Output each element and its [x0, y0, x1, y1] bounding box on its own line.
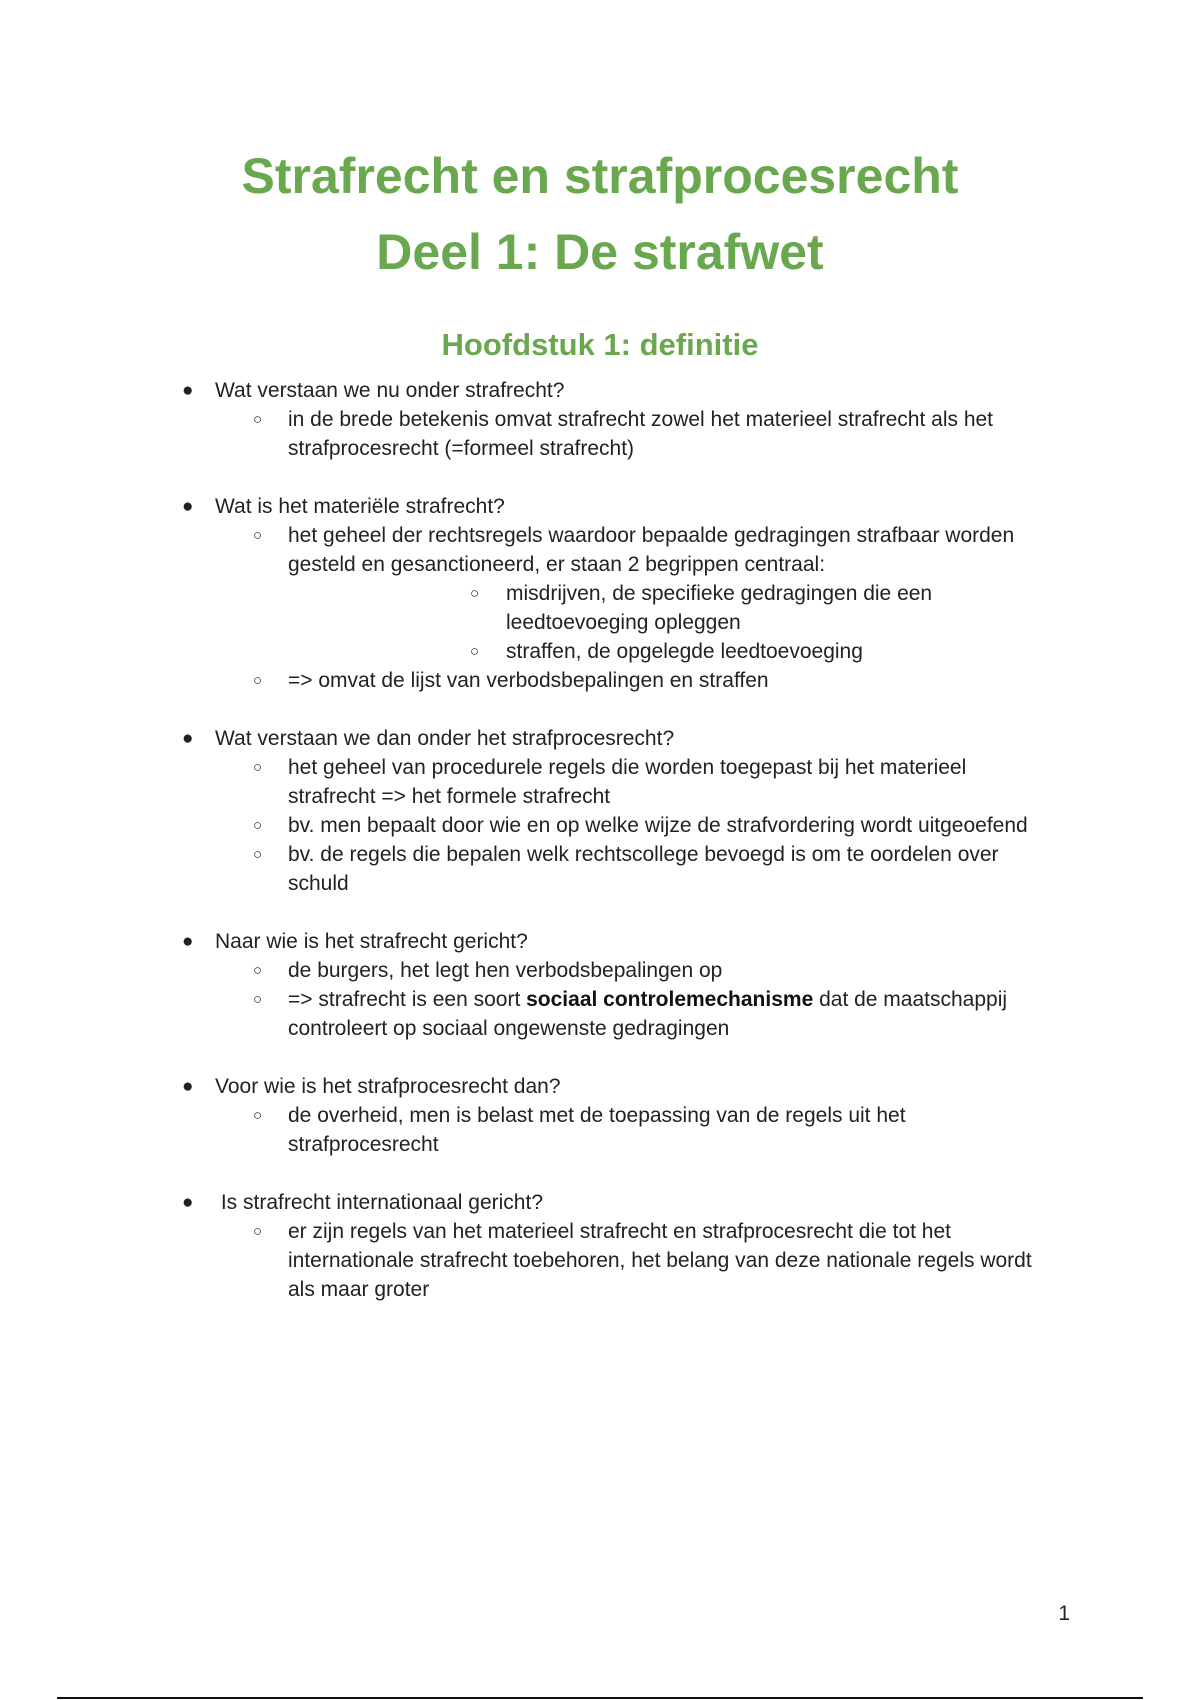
- answer-text: er zijn regels van het materieel strafrecht en strafprocesrecht die tot het internationale strafrecht toebehoren, het belang van deze nationale regels wordt als maar groter: [288, 1220, 1032, 1301]
- nested-answer-item: [0, 637, 986, 666]
- section-strafprocesrecht: [0, 724, 1200, 898]
- answer-text: het geheel der rechtsregels waardoor bepaalde gedragingen strafbaar worden gesteld en gesanctioneerd, er staan 2 begrippen centraal:: [288, 524, 1015, 576]
- bullet-icon: ●: [182, 931, 194, 952]
- answer-item: [0, 985, 1058, 1043]
- answer-text: bv. men bepaalt door wie en op welke wijze de strafvordering wordt uitgeoefend: [288, 814, 1028, 837]
- bold-term: sociaal controlemechanisme: [526, 988, 814, 1011]
- question-text: Voor wie is het strafprocesrecht dan?: [215, 1075, 561, 1098]
- circle-bullet-icon: ○: [253, 527, 263, 544]
- answer-text: de burgers, het legt hen verbodsbepalingen op: [288, 959, 723, 982]
- document-body: [0, 376, 1200, 1333]
- answer-item: [0, 1101, 1058, 1159]
- bullet-icon: ●: [182, 496, 194, 517]
- circle-bullet-icon: ○: [253, 672, 263, 689]
- answer-text: het geheel van procedurele regels die worden toegepast bij het materieel strafrecht => het formele strafrecht: [288, 756, 967, 808]
- answer-text: bv. de regels die bepalen welk rechtscollege bevoegd is om te oordelen over schuld: [288, 843, 999, 895]
- question-text: Naar wie is het strafrecht gericht?: [215, 930, 528, 953]
- answer-text: de overheid, men is belast met de toepassing van de regels uit het strafprocesrecht: [288, 1104, 906, 1156]
- question-text: Wat verstaan we dan onder het strafprocesrecht?: [215, 727, 675, 750]
- bullet-icon: ●: [182, 380, 194, 401]
- question-item: [0, 492, 1095, 521]
- document-title: Strafrecht en strafprocesrecht: [241, 148, 959, 204]
- answer-text-before: => strafrecht is een soort: [288, 988, 527, 1011]
- nested-answer-text: misdrijven, de specifieke gedragingen die een leedtoevoeging opleggen: [506, 582, 933, 634]
- circle-bullet-icon: ○: [253, 846, 263, 863]
- answer-item: [0, 753, 1058, 811]
- document-subtitle: Deel 1: De strafwet: [376, 224, 824, 280]
- answer-item: [0, 956, 1058, 985]
- answer-item: [0, 666, 1058, 695]
- circle-bullet-icon: ○: [253, 1223, 263, 1240]
- section-strafrecht-definition: [0, 376, 1200, 463]
- question-item: [0, 1072, 1095, 1101]
- question-item: [0, 724, 1095, 753]
- circle-bullet-icon: ○: [470, 585, 480, 602]
- bullet-icon: ●: [182, 728, 194, 749]
- section-materieel-strafrecht: [0, 492, 1200, 695]
- answer-item: [0, 811, 1058, 840]
- answer-item: [0, 405, 1058, 463]
- page-bottom-border: [57, 1697, 1143, 1699]
- answer-text: => omvat de lijst van verbodsbepalingen en straffen: [288, 669, 769, 692]
- question-text: Is strafrecht internationaal gericht?: [215, 1191, 544, 1214]
- circle-bullet-icon: ○: [470, 643, 480, 660]
- answer-text: in de brede betekenis omvat strafrecht zowel het materieel strafrecht als het strafprocesrecht (=formeel strafrecht): [288, 408, 994, 460]
- chapter-heading: Hoofdstuk 1: definitie: [441, 327, 759, 362]
- nested-answer-item: [0, 579, 986, 637]
- circle-bullet-icon: ○: [253, 962, 263, 979]
- circle-bullet-icon: ○: [253, 411, 263, 428]
- circle-bullet-icon: ○: [253, 991, 263, 1008]
- section-international: [0, 1188, 1200, 1304]
- bullet-icon: ●: [182, 1076, 194, 1097]
- page-number: 1: [1058, 1602, 1070, 1625]
- answer-item: [0, 1217, 1058, 1304]
- question-text: Wat verstaan we nu onder strafrecht?: [215, 379, 565, 402]
- question-text: Wat is het materiële strafrecht?: [215, 495, 505, 518]
- answer-item: [0, 521, 1058, 579]
- bullet-icon: ●: [182, 1192, 194, 1213]
- circle-bullet-icon: ○: [253, 759, 263, 776]
- section-strafprocesrecht-target: [0, 1072, 1200, 1159]
- question-item: [0, 1188, 1095, 1217]
- question-item: [0, 376, 1095, 405]
- answer-text-after: dat de maatschappij controleert op sociaal ongewenste gedragingen: [288, 988, 1008, 1040]
- nested-answer-text: straffen, de opgelegde leedtoevoeging: [506, 640, 863, 663]
- circle-bullet-icon: ○: [253, 1107, 263, 1124]
- answer-item: [0, 840, 1058, 898]
- section-strafrecht-target: [0, 927, 1200, 1043]
- circle-bullet-icon: ○: [253, 817, 263, 834]
- question-item: [0, 927, 1095, 956]
